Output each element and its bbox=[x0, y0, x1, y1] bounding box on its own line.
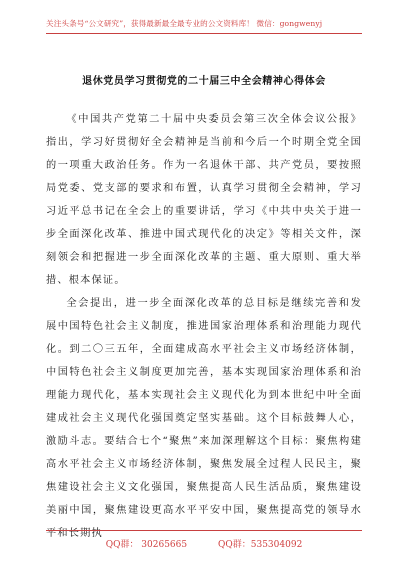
document-title: 退休党员学习贯彻党的二十届三中全会精神心得体会 bbox=[82, 76, 326, 87]
footer-divider bbox=[46, 530, 362, 531]
footer-contact bbox=[46, 537, 362, 550]
qq-group-2: QQ群：535304092 bbox=[218, 540, 303, 550]
qq-group-1: QQ群： 30265665 bbox=[105, 540, 188, 550]
header-banner: 关注头条号“公文研究”，获得最新最全最专业的公文资料库！ 微信：gongwenyj bbox=[46, 19, 323, 28]
paragraph: 全会提出，进一步全面深化改革的总目标是继续完善和发展中国特色社会主义制度，推进国家治理体系和治理能力现代化。到二〇三五年，全面建成高水平社会主义市场经济体制，中国特色社会主义制度更加完善，基本实现国家治理体系和治理能力现代化，基本实现社会主义现代化为到本世纪中叶全面建成社会主义现代化强国奠定坚实基础。这个目标鼓舞人心，激励斗志。要结合七个“聚焦”来加深理解这个目标：聚焦构建高水平社会主义市场经济体制，聚焦发展全过程人民民主，聚焦建设社会主义文化强国，聚焦提高人民生活品质，聚焦建设美丽中国，聚焦建设更高水平平安中国，聚焦提高党的领导水平和长期执 bbox=[46, 298, 362, 539]
header-divider bbox=[46, 33, 362, 34]
document-body bbox=[46, 108, 362, 545]
paragraph: 《中国共产党第二十届中央委员会第三次全体会议公报》指出，学习好贯彻好全会精神是当前和今后一个时期全党全国的一项重大政治任务。作为一名退休干部、共产党员，要按照局党委、党支部的要求和布置，认真学习贯彻全会精神，学习习近平总书记在全会上的重要讲话，学习《中共中央关于进一步全面深化改革、推进中国式现代化的决定》等相关文件，深刻领会和把握进一步全面深化改革的主题、重大原则、重大举措、根本保证。 bbox=[46, 114, 362, 286]
